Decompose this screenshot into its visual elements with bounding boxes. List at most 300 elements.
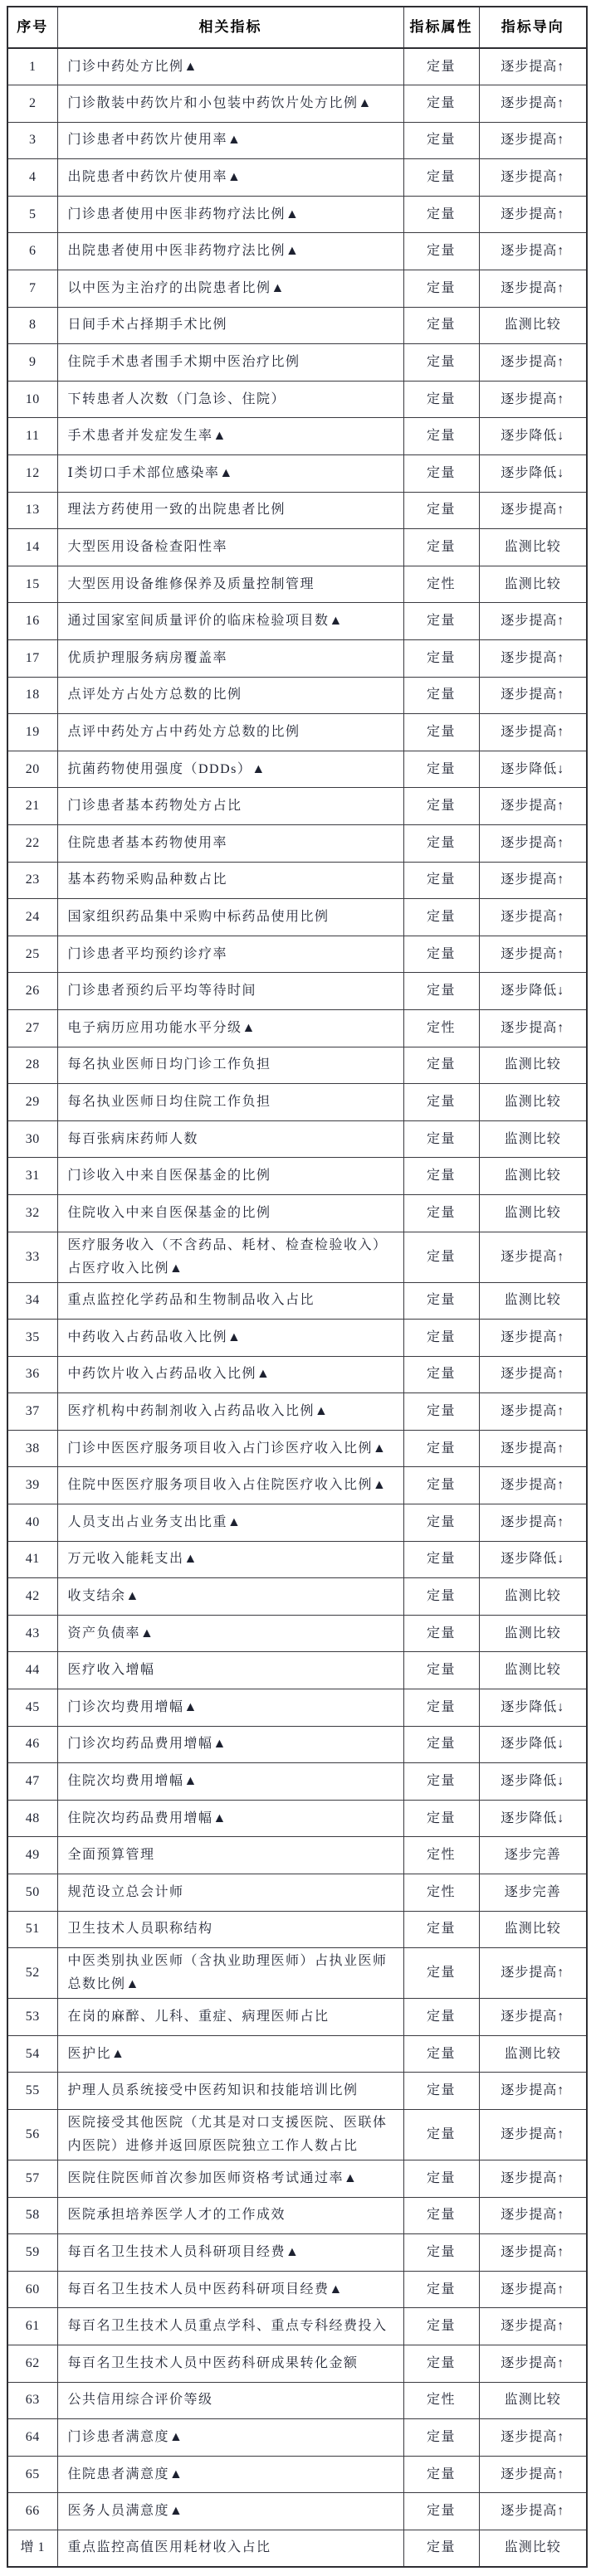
cell-attribute: 定量 — [403, 2035, 479, 2073]
cell-seq: 7 — [7, 270, 57, 308]
cell-attribute: 定量 — [403, 1652, 479, 1689]
table-row — [7, 1047, 587, 1084]
cell-direction: 逐步提高↑ — [479, 2234, 587, 2272]
table-row — [7, 1837, 587, 1874]
cell-attribute: 定量 — [403, 455, 479, 493]
cell-attribute: 定量 — [403, 1047, 479, 1084]
cell-direction: 逐步降低↓ — [479, 1763, 587, 1801]
cell-direction: 监测比较 — [479, 1652, 587, 1689]
cell-attribute: 定量 — [403, 1084, 479, 1121]
cell-attribute: 定量 — [403, 2308, 479, 2345]
table-body — [7, 48, 587, 2567]
cell-direction: 逐步提高↑ — [479, 640, 587, 678]
cell-direction: 逐步提高↑ — [479, 714, 587, 751]
cell-seq: 55 — [7, 2073, 57, 2110]
cell-direction: 逐步降低↓ — [479, 751, 587, 788]
cell-indicator: 医护比▲ — [57, 2035, 403, 2073]
cell-indicator: 理法方药使用一致的出院患者比例 — [57, 492, 403, 529]
cell-direction: 监测比较 — [479, 1282, 587, 1320]
cell-attribute: 定量 — [403, 2530, 479, 2567]
cell-direction: 逐步提高↑ — [479, 936, 587, 973]
cell-direction: 逐步提高↑ — [479, 1504, 587, 1542]
cell-seq: 37 — [7, 1393, 57, 1431]
cell-direction: 监测比较 — [479, 1911, 587, 1948]
cell-attribute: 定量 — [403, 899, 479, 936]
cell-indicator: 点评处方占处方总数的比例 — [57, 677, 403, 714]
cell-attribute: 定量 — [403, 1504, 479, 1542]
cell-seq: 32 — [7, 1194, 57, 1232]
cell-attribute: 定量 — [403, 270, 479, 308]
column-header-attribute: 指标属性 — [403, 7, 479, 48]
cell-attribute: 定量 — [403, 862, 479, 899]
cell-attribute: 定量 — [403, 85, 479, 123]
table-row — [7, 270, 587, 308]
table-row — [7, 492, 587, 529]
cell-seq: 41 — [7, 1541, 57, 1578]
cell-indicator: 出院患者中药饮片使用率▲ — [57, 159, 403, 197]
cell-seq: 39 — [7, 1467, 57, 1504]
cell-seq: 36 — [7, 1356, 57, 1393]
cell-indicator: 门诊次均药品费用增幅▲ — [57, 1726, 403, 1763]
cell-attribute: 定量 — [403, 1320, 479, 1357]
table-row — [7, 2035, 587, 2073]
table-row — [7, 824, 587, 862]
table-row — [7, 2493, 587, 2530]
cell-indicator: 每百名卫生技术人员中医药科研项目经费▲ — [57, 2271, 403, 2308]
cell-indicator: 医院承担培养医学人才的工作成效 — [57, 2197, 403, 2234]
cell-indicator: 人员支出占业务支出比重▲ — [57, 1504, 403, 1542]
table-row — [7, 862, 587, 899]
table-row — [7, 48, 587, 85]
cell-indicator: 国家组织药品集中采购中标药品使用比例 — [57, 899, 403, 936]
cell-seq: 17 — [7, 640, 57, 678]
cell-attribute: 定量 — [403, 788, 479, 825]
cell-indicator: 中药饮片收入占药品收入比例▲ — [57, 1356, 403, 1393]
cell-seq: 21 — [7, 788, 57, 825]
cell-seq: 3 — [7, 122, 57, 159]
cell-seq: 30 — [7, 1120, 57, 1158]
cell-direction: 逐步提高↑ — [479, 1009, 587, 1047]
cell-direction: 逐步提高↑ — [479, 824, 587, 862]
cell-indicator: 电子病历应用功能水平分级▲ — [57, 1009, 403, 1047]
cell-seq: 50 — [7, 1874, 57, 1912]
cell-direction: 逐步提高↑ — [479, 1467, 587, 1504]
cell-indicator: 医务人员满意度▲ — [57, 2493, 403, 2530]
cell-attribute: 定量 — [403, 1800, 479, 1837]
cell-seq: 2 — [7, 85, 57, 123]
cell-indicator: 抗菌药物使用强度（DDDs）▲ — [57, 751, 403, 788]
table-row — [7, 1282, 587, 1320]
cell-direction: 逐步提高↑ — [479, 48, 587, 85]
table-row — [7, 1763, 587, 1801]
cell-attribute: 定量 — [403, 1763, 479, 1801]
table-row — [7, 788, 587, 825]
cell-direction: 监测比较 — [479, 1120, 587, 1158]
cell-seq: 34 — [7, 1282, 57, 1320]
table-row — [7, 159, 587, 197]
cell-direction: 监测比较 — [479, 1047, 587, 1084]
cell-indicator: 在岗的麻醉、儿科、重症、病理医师占比 — [57, 1999, 403, 2036]
cell-seq: 59 — [7, 2234, 57, 2272]
cell-indicator: 门诊患者满意度▲ — [57, 2419, 403, 2457]
cell-direction: 逐步提高↑ — [479, 492, 587, 529]
cell-attribute: 定量 — [403, 529, 479, 566]
cell-attribute: 定量 — [403, 1541, 479, 1578]
cell-indicator: 重点监控化学药品和生物制品收入占比 — [57, 1282, 403, 1320]
cell-indicator: 门诊患者中药饮片使用率▲ — [57, 122, 403, 159]
cell-attribute: 定量 — [403, 714, 479, 751]
cell-indicator: 手术患者并发症发生率▲ — [57, 418, 403, 455]
cell-direction: 逐步提高↑ — [479, 1356, 587, 1393]
cell-indicator: 医疗收入增幅 — [57, 1652, 403, 1689]
cell-indicator: 资产负债率▲ — [57, 1615, 403, 1652]
cell-seq: 26 — [7, 973, 57, 1010]
table-row — [7, 418, 587, 455]
cell-direction: 监测比较 — [479, 1158, 587, 1195]
cell-attribute: 定量 — [403, 1999, 479, 2036]
table-row — [7, 307, 587, 344]
cell-attribute: 定量 — [403, 2493, 479, 2530]
cell-attribute: 定量 — [403, 307, 479, 344]
cell-seq: 56 — [7, 2109, 57, 2160]
cell-attribute: 定量 — [403, 1232, 479, 1282]
cell-indicator: 每名执业医师日均住院工作负担 — [57, 1084, 403, 1121]
cell-direction: 逐步提高↑ — [479, 1232, 587, 1282]
cell-attribute: 定量 — [403, 2160, 479, 2197]
table-row — [7, 2160, 587, 2197]
cell-direction: 逐步提高↑ — [479, 1948, 587, 1999]
cell-indicator: 门诊患者预约后平均等待时间 — [57, 973, 403, 1010]
cell-seq: 44 — [7, 1652, 57, 1689]
cell-direction: 逐步提高↑ — [479, 2109, 587, 2160]
table-row — [7, 529, 587, 566]
cell-seq: 52 — [7, 1948, 57, 1999]
cell-indicator: 出院患者使用中医非药物疗法比例▲ — [57, 233, 403, 270]
cell-seq: 14 — [7, 529, 57, 566]
cell-seq: 8 — [7, 307, 57, 344]
cell-attribute: 定量 — [403, 1911, 479, 1948]
cell-seq: 40 — [7, 1504, 57, 1542]
cell-seq: 35 — [7, 1320, 57, 1357]
cell-direction: 逐步降低↓ — [479, 455, 587, 493]
cell-attribute: 定量 — [403, 1120, 479, 1158]
cell-direction: 逐步降低↓ — [479, 1689, 587, 1727]
table-row — [7, 2382, 587, 2419]
cell-attribute: 定量 — [403, 1467, 479, 1504]
table-row — [7, 677, 587, 714]
cell-attribute: 定性 — [403, 1837, 479, 1874]
cell-indicator: 住院中医医疗服务项目收入占住院医疗收入比例▲ — [57, 1467, 403, 1504]
cell-seq: 20 — [7, 751, 57, 788]
cell-direction: 逐步提高↑ — [479, 862, 587, 899]
cell-direction: 逐步完善 — [479, 1837, 587, 1874]
cell-attribute: 定量 — [403, 233, 479, 270]
table-row — [7, 196, 587, 233]
table-row — [7, 899, 587, 936]
cell-indicator: 收支结余▲ — [57, 1578, 403, 1616]
cell-direction: 逐步提高↑ — [479, 85, 587, 123]
cell-indicator: 门诊患者平均预约诊疗率 — [57, 936, 403, 973]
cell-seq: 48 — [7, 1800, 57, 1837]
cell-indicator: 中药收入占药品收入比例▲ — [57, 1320, 403, 1357]
cell-direction: 逐步提高↑ — [479, 233, 587, 270]
cell-attribute: 定量 — [403, 1194, 479, 1232]
cell-indicator: 门诊收入中来自医保基金的比例 — [57, 1158, 403, 1195]
cell-seq: 47 — [7, 1763, 57, 1801]
cell-direction: 逐步提高↑ — [479, 677, 587, 714]
cell-direction: 逐步降低↓ — [479, 1726, 587, 1763]
cell-seq: 46 — [7, 1726, 57, 1763]
cell-attribute: 定性 — [403, 1874, 479, 1912]
table-row — [7, 2109, 587, 2160]
table-row — [7, 1615, 587, 1652]
cell-indicator: 每百名卫生技术人员科研项目经费▲ — [57, 2234, 403, 2272]
table-row — [7, 1999, 587, 2036]
table-row — [7, 122, 587, 159]
cell-attribute: 定量 — [403, 2109, 479, 2160]
cell-direction: 监测比较 — [479, 2382, 587, 2419]
cell-direction: 逐步降低↓ — [479, 973, 587, 1010]
table-row — [7, 2073, 587, 2110]
cell-attribute: 定量 — [403, 1430, 479, 1467]
cell-seq: 11 — [7, 418, 57, 455]
cell-attribute: 定量 — [403, 122, 479, 159]
cell-indicator: 下转患者人次数（门急诊、住院） — [57, 381, 403, 418]
table-row — [7, 2271, 587, 2308]
table-row — [7, 2419, 587, 2457]
cell-attribute: 定量 — [403, 381, 479, 418]
cell-indicator: 全面预算管理 — [57, 1837, 403, 1874]
table-row — [7, 85, 587, 123]
cell-attribute: 定量 — [403, 751, 479, 788]
cell-indicator: 护理人员系统接受中医药知识和技能培训比例 — [57, 2073, 403, 2110]
header-row — [7, 7, 587, 48]
cell-seq: 12 — [7, 455, 57, 493]
cell-seq: 31 — [7, 1158, 57, 1195]
cell-indicator: 门诊中药处方比例▲ — [57, 48, 403, 85]
cell-indicator: 医疗机构中药制剂收入占药品收入比例▲ — [57, 1393, 403, 1431]
table-row — [7, 566, 587, 603]
table-row — [7, 1948, 587, 1999]
cell-seq: 65 — [7, 2456, 57, 2493]
cell-indicator: 优质护理服务病房覆盖率 — [57, 640, 403, 678]
cell-direction: 逐步提高↑ — [479, 2197, 587, 2234]
table-row — [7, 2234, 587, 2272]
cell-indicator: 每名执业医师日均门诊工作负担 — [57, 1047, 403, 1084]
table-row — [7, 1158, 587, 1195]
table-row — [7, 1232, 587, 1282]
cell-attribute: 定量 — [403, 492, 479, 529]
cell-seq: 6 — [7, 233, 57, 270]
cell-indicator: 门诊散装中药饮片和小包装中药饮片处方比例▲ — [57, 85, 403, 123]
cell-direction: 逐步提高↑ — [479, 196, 587, 233]
cell-indicator: 医院住院医师首次参加医师资格考试通过率▲ — [57, 2160, 403, 2197]
cell-seq: 15 — [7, 566, 57, 603]
table-row — [7, 1652, 587, 1689]
cell-attribute: 定量 — [403, 603, 479, 640]
column-header-indicator: 相关指标 — [57, 7, 403, 48]
cell-direction: 逐步提高↑ — [479, 2073, 587, 2110]
column-header-seq: 序号 — [7, 7, 57, 48]
cell-attribute: 定量 — [403, 196, 479, 233]
cell-attribute: 定性 — [403, 1009, 479, 1047]
cell-direction: 逐步提高↑ — [479, 788, 587, 825]
cell-attribute: 定量 — [403, 2419, 479, 2457]
table-row — [7, 640, 587, 678]
table-row — [7, 1689, 587, 1727]
cell-indicator: 万元收入能耗支出▲ — [57, 1541, 403, 1578]
cell-direction: 逐步提高↑ — [479, 1393, 587, 1431]
cell-indicator: 每百张病床药师人数 — [57, 1120, 403, 1158]
cell-indicator: 住院次均费用增幅▲ — [57, 1763, 403, 1801]
cell-attribute: 定量 — [403, 1948, 479, 1999]
cell-indicator: 住院患者满意度▲ — [57, 2456, 403, 2493]
table-row — [7, 1194, 587, 1232]
cell-direction: 逐步提高↑ — [479, 2308, 587, 2345]
cell-seq: 33 — [7, 1232, 57, 1282]
cell-indicator: 住院收入中来自医保基金的比例 — [57, 1194, 403, 1232]
table-header — [7, 7, 587, 48]
table-row — [7, 936, 587, 973]
cell-indicator: 门诊患者使用中医非药物疗法比例▲ — [57, 196, 403, 233]
cell-indicator: 卫生技术人员职称结构 — [57, 1911, 403, 1948]
cell-direction: 逐步提高↑ — [479, 603, 587, 640]
cell-indicator: 门诊患者基本药物处方占比 — [57, 788, 403, 825]
cell-attribute: 定量 — [403, 1393, 479, 1431]
cell-seq: 29 — [7, 1084, 57, 1121]
cell-seq: 38 — [7, 1430, 57, 1467]
cell-attribute: 定量 — [403, 1282, 479, 1320]
cell-direction: 逐步完善 — [479, 1874, 587, 1912]
cell-indicator: 住院次均药品费用增幅▲ — [57, 1800, 403, 1837]
cell-indicator: 大型医用设备维修保养及质量控制管理 — [57, 566, 403, 603]
cell-indicator: 中医类别执业医师（含执业助理医师）占执业医师总数比例▲ — [57, 1948, 403, 1999]
table-row — [7, 1911, 587, 1948]
table-row — [7, 1393, 587, 1431]
table-row — [7, 344, 587, 382]
cell-attribute: 定量 — [403, 159, 479, 197]
table-row — [7, 1541, 587, 1578]
cell-seq: 58 — [7, 2197, 57, 2234]
cell-direction: 监测比较 — [479, 1084, 587, 1121]
cell-attribute: 定量 — [403, 1356, 479, 1393]
cell-seq: 5 — [7, 196, 57, 233]
table-row — [7, 1578, 587, 1616]
cell-attribute: 定量 — [403, 1578, 479, 1616]
cell-seq: 63 — [7, 2382, 57, 2419]
cell-seq: 16 — [7, 603, 57, 640]
cell-indicator: 医院接受其他医院（尤其是对口支援医院、医联体内医院）进修并返回原医院独立工作人数占比 — [57, 2109, 403, 2160]
cell-attribute: 定量 — [403, 640, 479, 678]
cell-seq: 64 — [7, 2419, 57, 2457]
cell-indicator: 公共信用综合评价等级 — [57, 2382, 403, 2419]
cell-direction: 逐步提高↑ — [479, 381, 587, 418]
table-row — [7, 714, 587, 751]
cell-direction: 逐步提高↑ — [479, 899, 587, 936]
cell-direction: 逐步提高↑ — [479, 270, 587, 308]
indicator-table — [7, 6, 588, 2568]
cell-attribute: 定量 — [403, 824, 479, 862]
cell-direction: 逐步提高↑ — [479, 2345, 587, 2382]
table-row — [7, 455, 587, 493]
table-row — [7, 1726, 587, 1763]
cell-seq: 23 — [7, 862, 57, 899]
cell-indicator: 医疗服务收入（不含药品、耗材、检查检验收入）占医疗收入比例▲ — [57, 1232, 403, 1282]
cell-direction: 逐步提高↑ — [479, 1999, 587, 2036]
cell-seq: 45 — [7, 1689, 57, 1727]
table-row — [7, 751, 587, 788]
cell-direction: 逐步提高↑ — [479, 2493, 587, 2530]
cell-seq: 43 — [7, 1615, 57, 1652]
cell-attribute: 定量 — [403, 1726, 479, 1763]
cell-attribute: 定量 — [403, 936, 479, 973]
table-row — [7, 233, 587, 270]
table-row — [7, 1800, 587, 1837]
table-row — [7, 973, 587, 1010]
cell-seq: 24 — [7, 899, 57, 936]
cell-direction: 逐步提高↑ — [479, 159, 587, 197]
cell-seq: 57 — [7, 2160, 57, 2197]
table-row — [7, 1320, 587, 1357]
cell-attribute: 定量 — [403, 344, 479, 382]
cell-seq: 61 — [7, 2308, 57, 2345]
table-row — [7, 2197, 587, 2234]
table-row — [7, 2456, 587, 2493]
cell-seq: 10 — [7, 381, 57, 418]
table-row — [7, 1356, 587, 1393]
cell-seq: 62 — [7, 2345, 57, 2382]
cell-attribute: 定性 — [403, 566, 479, 603]
cell-direction: 逐步提高↑ — [479, 1430, 587, 1467]
cell-attribute: 定量 — [403, 1158, 479, 1195]
cell-direction: 逐步提高↑ — [479, 1320, 587, 1357]
cell-direction: 逐步提高↑ — [479, 122, 587, 159]
table-row — [7, 1120, 587, 1158]
table-row — [7, 2345, 587, 2382]
cell-seq: 27 — [7, 1009, 57, 1047]
table-row — [7, 1084, 587, 1121]
table-row — [7, 603, 587, 640]
cell-indicator: 以中医为主治疗的出院患者比例▲ — [57, 270, 403, 308]
cell-seq: 18 — [7, 677, 57, 714]
cell-indicator: 住院患者基本药物使用率 — [57, 824, 403, 862]
cell-direction: 逐步提高↑ — [479, 2456, 587, 2493]
table-row — [7, 1009, 587, 1047]
cell-seq: 49 — [7, 1837, 57, 1874]
cell-attribute: 定量 — [403, 2345, 479, 2382]
cell-direction: 逐步提高↑ — [479, 344, 587, 382]
table-row — [7, 1874, 587, 1912]
cell-seq: 9 — [7, 344, 57, 382]
cell-attribute: 定量 — [403, 1689, 479, 1727]
cell-seq: 22 — [7, 824, 57, 862]
cell-seq: 53 — [7, 1999, 57, 2036]
cell-seq: 13 — [7, 492, 57, 529]
cell-direction: 逐步降低↓ — [479, 1800, 587, 1837]
cell-seq: 66 — [7, 2493, 57, 2530]
cell-attribute: 定量 — [403, 418, 479, 455]
cell-direction: 监测比较 — [479, 529, 587, 566]
cell-seq: 51 — [7, 1911, 57, 1948]
cell-direction: 监测比较 — [479, 2530, 587, 2567]
cell-direction: 监测比较 — [479, 566, 587, 603]
cell-seq: 25 — [7, 936, 57, 973]
cell-indicator: 点评中药处方占中药处方总数的比例 — [57, 714, 403, 751]
cell-indicator: 重点监控高值医用耗材收入占比 — [57, 2530, 403, 2567]
table-row — [7, 1467, 587, 1504]
cell-direction: 监测比较 — [479, 1615, 587, 1652]
cell-indicator: Ⅰ类切口手术部位感染率▲ — [57, 455, 403, 493]
